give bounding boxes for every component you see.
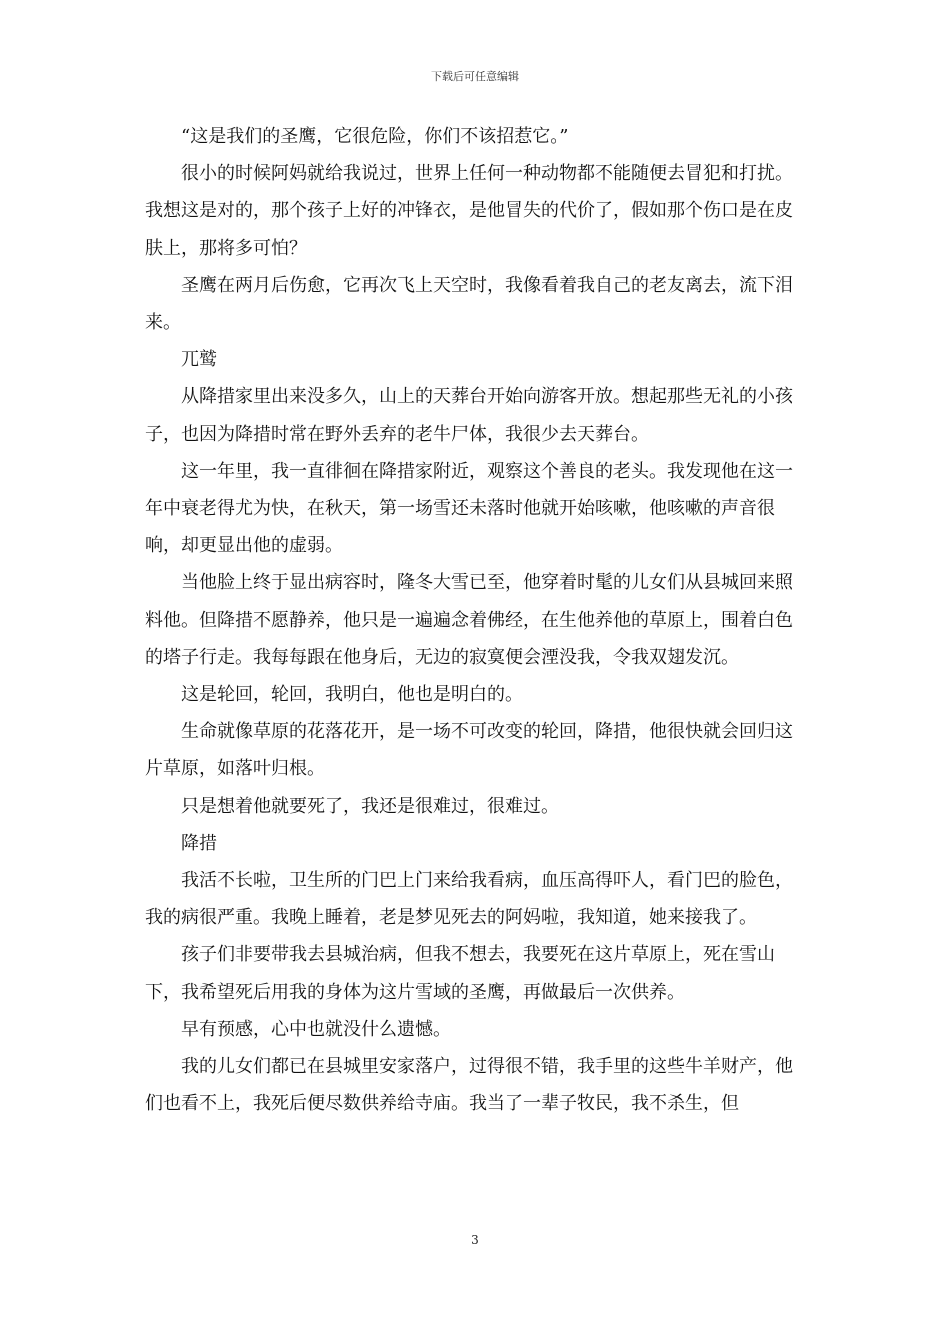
section-heading: 降措 <box>181 832 217 854</box>
paragraph: 我活不长啦，卫生所的门巴上门来给我看病，血压高得吓人，看门巴的脸色，我的病很严重。我晚上睡着，老是梦见死去的阿妈啦，我知道，她来接我了。 <box>145 870 793 929</box>
paragraph: 早有预感，心中也就没什么遗憾。 <box>181 1018 451 1040</box>
paragraph: 我的儿女们都已在县城里安家落户，过得很不错，我手里的这些牛羊财产，他们也看不上，我死后便尽数供养给寺庙。我当了一辈子牧民，我不杀生，但 <box>145 1056 793 1115</box>
section-heading: 兀鹫 <box>181 349 217 371</box>
paragraph: “这是我们的圣鹰，它很危险，你们不该招惹它。” <box>181 126 569 147</box>
paragraph: 孩子们非要带我去县城治病，但我不想去，我要死在这片草原上，死在雪山下，我希望死后用我的身体为这片雪域的圣鹰，再做最后一次供养。 <box>145 944 775 1003</box>
paragraph: 很小的时候阿妈就给我说过，世界上任何一种动物都不能随便去冒犯和打扰。我想这是对的，那个孩子上好的冲锋衣，是他冒失的代价了，假如那个伤口是在皮肤上，那将多可怕？ <box>145 163 793 259</box>
paragraph: 只是想着他就要死了，我还是很难过，很难过。 <box>181 795 559 817</box>
paragraph: 生命就像草原的花落花开，是一场不可改变的轮回，降措，他很快就会回归这片草原，如落叶归根。 <box>145 721 793 780</box>
paragraph: 这是轮回，轮回，我明白，他也是明白的。 <box>181 684 523 706</box>
page-number: 3 <box>471 1233 479 1247</box>
page-header: 下载后可任意编辑 <box>431 70 519 83</box>
body-text <box>145 118 807 1122</box>
paragraph: 这一年里，我一直徘徊在降措家附近，观察这个善良的老头。我发现他在这一年中衰老得尤为快，在秋天，第一场雪还未落时他就开始咳嗽，他咳嗽的声音很响，却更显出他的虚弱。 <box>145 460 793 557</box>
paragraph: 当他脸上终于显出病容时，隆冬大雪已至，他穿着时髦的儿女们从县城回来照料他。但降措不愿静养，他只是一遍遍念着佛经，在生他养他的草原上，围着白色的塔子行走。我每每跟在他身后，无边的寂寞便会湮没我，令我双翅发沉。 <box>145 572 793 668</box>
paragraph: 圣鹰在两月后伤愈，它再次飞上天空时，我像看着我自己的老友离去，流下泪来。 <box>145 274 793 334</box>
paragraph: 从降措家里出来没多久，山上的天葬台开始向游客开放。想起那些无礼的小孩子，也因为降措时常在野外丢弃的老牛尸体，我很少去天葬台。 <box>145 386 793 445</box>
